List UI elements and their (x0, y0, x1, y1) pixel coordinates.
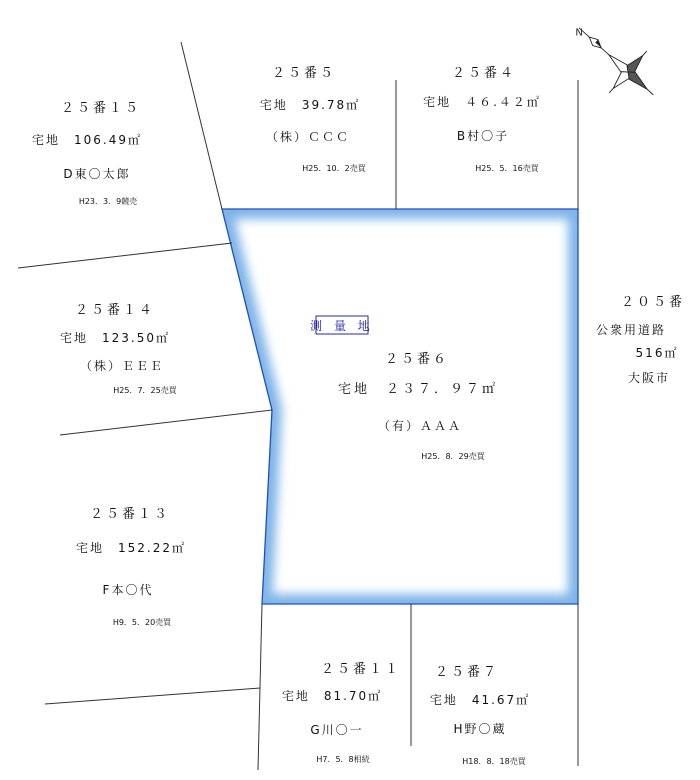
parcel-owner: F本〇代 (102, 583, 154, 597)
parcel-25-7 (430, 665, 530, 766)
line-14-13-boundary (60, 410, 272, 435)
parcel-date: H25．10．2売買 (302, 164, 366, 173)
parcel-owner: 大阪市 (627, 371, 671, 385)
line-15-5-boundary (181, 42, 222, 209)
parcel-number: ２５番１１ (320, 662, 402, 677)
parcel-area: 宅地 81.70㎡ (281, 689, 383, 703)
parcel-owner: H野〇蔵 (453, 722, 507, 736)
parcel-type: 公衆用道路 (595, 323, 667, 337)
parcel-date: H25．5．16売買 (475, 164, 539, 173)
parcel-date: H9．5．20売買 (112, 618, 172, 627)
parcel-date: H18．8．18売買 (462, 757, 526, 766)
parcel-area: 516㎡ (635, 346, 679, 360)
parcel-205-road (596, 295, 685, 385)
parcel-25-5 (260, 66, 367, 173)
parcel-date: H25．8．29売買 (421, 452, 485, 461)
parcel-25-13 (76, 507, 186, 627)
parcel-number: ２５番５ (271, 66, 337, 81)
survey-label-text: 測 量 地 (310, 319, 374, 333)
parcel-date: H7．5．8相続 (316, 755, 370, 764)
parcel-area: 宅地 39.78㎡ (259, 98, 361, 112)
parcel-area: 宅地 106.49㎡ (32, 133, 142, 147)
parcel-owner: G川〇一 (310, 723, 364, 737)
parcel-area: 宅地 ２３７．９７㎡ (337, 382, 499, 397)
parcel-number: ２５番６ (384, 352, 450, 367)
parcel-area: 宅地 123.50㎡ (60, 331, 170, 345)
svg-text:N: N (575, 27, 583, 39)
parcel-area: 宅地 ４６.４２㎡ (423, 95, 541, 109)
line-15-14-boundary (18, 243, 232, 268)
survey-parcel (222, 209, 578, 604)
parcel-owner: （株）ＥＥＥ (79, 359, 165, 373)
parcel-area: 宅地 41.67㎡ (429, 693, 531, 707)
parcel-25-14 (60, 303, 178, 395)
parcel-25-15 (32, 101, 142, 206)
parcel-number: ２５番１５ (60, 101, 142, 116)
parcel-25-11 (282, 662, 401, 764)
parcel-number: ２０５番 (620, 295, 686, 310)
parcel-owner: （有）ＡＡＡ (377, 419, 463, 433)
parcel-owner: D東〇太郎 (63, 167, 131, 181)
parcel-owner: B村〇子 (456, 129, 510, 143)
parcel-25-4 (423, 66, 541, 173)
line-13-11-boundary (258, 604, 262, 770)
parcel-owner: （株）ＣＣＣ (265, 130, 351, 144)
parcel-number: ２５番１４ (74, 303, 156, 318)
survey-label (310, 316, 374, 334)
parcel-number: ２５番１３ (89, 507, 171, 522)
parcel-number: ２５番４ (451, 66, 517, 81)
parcel-date: H25．7．25売買 (113, 386, 177, 395)
parcel-date: H23．3．9競売 (78, 197, 138, 206)
north-arrow-compass-icon (558, 5, 672, 115)
line-13-south-boundary (45, 688, 260, 704)
parcel-number: ２５番７ (434, 665, 500, 680)
parcel-area: 宅地 152.22㎡ (76, 541, 186, 555)
